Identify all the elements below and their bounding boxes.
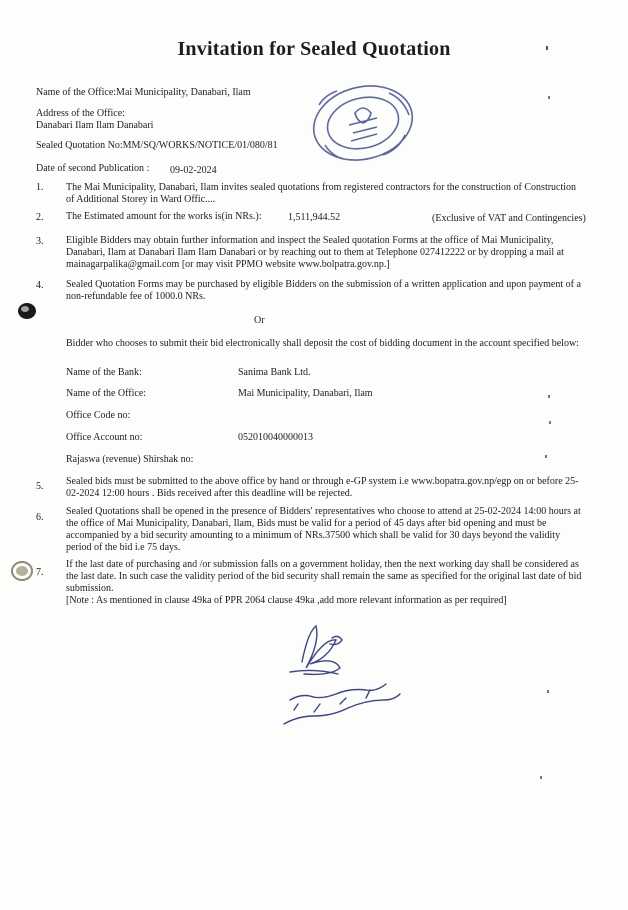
item-number-4: 4. [36,280,44,291]
quotation-number: Sealed Quotation No:MM/SQ/WORKS/NOTICE/01/080/81 [36,140,278,151]
publication-label: Date of second Publication : [36,163,150,174]
municipality-seal-stamp [309,83,417,163]
item-3-line-1: Eligible Bidders may obtain further information and inspect the Sealed quotation Forms at the office of Mai Municipality, [66,235,554,246]
bank-office-value: Mai Municipality, Danabari, Ilam [238,388,373,399]
item-4-line-2: non-refundable fee of 1000.0 NRs. [66,291,206,302]
address-value: Danabari Ilam Ilam Danabari [36,120,154,131]
address-label: Address of the Office: [36,108,125,119]
electronic-instruction: Bidder who chooses to submit their bid electronically shall deposit the cost of bidding document in the account specified below: [66,338,579,349]
item-6-line-1: Sealed Quotations shall be opened in the presence of Bidders' representatives who choose to attend at 25-02-2024 14:00 hours at [66,506,581,517]
officer-signature [270,618,420,738]
item-6-line-3: accompanied by a bid security amounting to a minimum of NRs.37500 which shall be valid for 30 days beyond the validity [66,530,561,541]
rajaswa-label: Rajaswa (revenue) Shirshak no: [66,454,194,465]
margin-speck [547,690,549,693]
margin-speck [548,395,550,398]
estimated-amount: 1,511,944.52 [288,212,341,223]
item-7-line-2: the last date. In such case the validity period of the bid security shall remain the same as specified for the original last date of bid [66,571,582,582]
item-2-line-1: The Estimated amount for the works is(in NRs.): [66,211,262,222]
item-7-note: [Note : As mentioned in clause 49ka of PPR 2064 clause 49ka ,add more relevant information as per required] [66,595,507,606]
item-6-line-2: the office of Mai Municipality, Danabari, Ilam, Bids must be valid for a period of 45 days after bid opening and must be [66,518,547,529]
office-code-label: Office Code no: [66,410,131,421]
margin-speck [548,96,550,99]
item-number-6: 6. [36,512,44,523]
account-number-label: Office Account no: [66,432,143,443]
margin-speck [540,776,542,779]
item-number-7: 7. [36,567,44,578]
item-number-1: 1. [36,182,44,193]
bank-name-value: Sanima Bank Ltd. [238,367,311,378]
or-separator: Or [254,315,265,326]
margin-speck [545,455,547,458]
publication-date: 09-02-2024 [170,165,217,176]
margin-speck [546,46,548,50]
office-name: Name of the Office:Mai Municipality, Danabari, Ilam [36,87,251,98]
item-number-3: 3. [36,236,44,247]
account-number-value: 052010040000013 [238,432,313,443]
item-3-line-2: Danabari, Ilam at Danabari Ilam Ilam Danabari or by reaching out to them at Telephone 027412222 or by dropping a mail at [66,247,564,258]
item-6-line-4: period of the bid i.e 75 days. [66,542,181,553]
item-4-line-1: Sealed Quotation Forms may be purchased by eligible Bidders on the submission of a written application and upon payment of a [66,279,581,290]
margin-speck [549,421,551,424]
item-number-2: 2. [36,212,44,223]
item-1-line-1: The Mai Municipality, Danabari, Ilam invites sealed quotations from registered contractors for the construction of Construction [66,182,577,193]
page-title: Invitation for Sealed Quotation [177,38,451,60]
item-1-line-2: of Additional Storey in Ward Offic.... [66,194,216,205]
item-number-5: 5. [36,481,44,492]
bank-name-label: Name of the Bank: [66,367,142,378]
item-7-line-3: submission. [66,583,114,594]
item-5-line-2: 02-2024 12:00 hours . Bids received after this deadline will be rejected. [66,488,353,499]
vat-note: (Exclusive of VAT and Contingencies) [432,213,586,224]
item-5-line-1: Sealed bids must be submitted to the above office by hand or through e-GP system i.e www.bopatra.gov.np/egp on or before 25- [66,476,579,487]
punch-hole-mark [16,301,38,321]
item-7-line-1: If the last date of purchasing and /or submission falls on a government holiday, then the next working day shall be considered as [66,559,579,570]
punch-hole-mark [10,560,34,582]
item-3-line-3: mainagarpalika@gmail.com [or may visit PPMO website www.bolpatra.gov.np.] [66,259,390,270]
bank-office-label: Name of the Office: [66,388,147,399]
